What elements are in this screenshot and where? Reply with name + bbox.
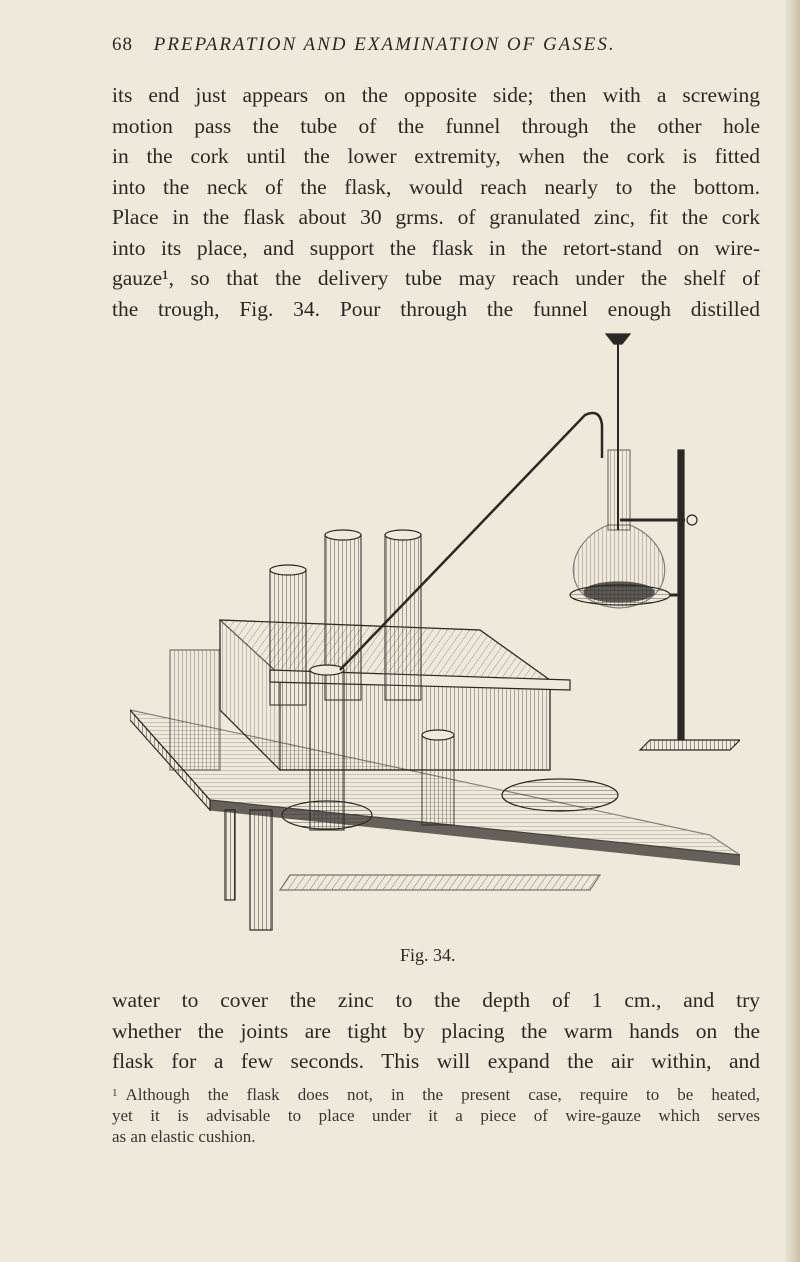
text-line: motion pass the tube of the funnel through the other hole (112, 113, 760, 138)
page-edge (786, 0, 800, 1262)
text-line: whether the joints are tight by placing the warm hands on the (112, 1018, 760, 1043)
text-line: into the neck of the flask, would reach nearly to the bottom. (112, 174, 760, 199)
text-line: water to cover the zinc to the depth of 1 cm., and try (112, 988, 760, 1012)
text-line: flask for a few seconds. This will expand the air within, and (112, 1049, 760, 1073)
paragraph-top (112, 80, 760, 324)
footnote-line: yet it is advisable to place under it a piece of wire-gauze which serves (112, 1106, 760, 1125)
paragraph-bottom (112, 985, 760, 1077)
cylinder-table (422, 730, 454, 825)
gas-jar-left (270, 565, 306, 705)
text-line: in the cork until the lower extremity, when the cork is fitted (112, 144, 760, 168)
footnote-line (112, 1083, 760, 1105)
figure-caption: Fig. 34. (400, 945, 456, 965)
text-line: its end just appears on the opposite side; then with a screwing (112, 83, 760, 107)
page-number: 68 (112, 34, 133, 55)
footnote-marker: 1 (112, 1087, 118, 1099)
footnote (112, 1083, 760, 1147)
footnote-text: Although the flask does not, in the present case, require to be heated, (125, 1085, 760, 1104)
text-line: the trough, Fig. 34. Pour through the funnel enough distilled (112, 296, 760, 321)
running-title: PREPARATION AND EXAMINATION OF GASES. (153, 34, 616, 55)
glass-plate (502, 779, 618, 811)
running-header (112, 34, 712, 56)
footnote-line: as an elastic cushion. (112, 1127, 256, 1146)
text-line: gauze¹, so that the delivery tube may reach under the shelf of (112, 266, 760, 290)
gas-jar-right (385, 530, 421, 700)
text-line: Place in the flask about 30 grms. of granulated zinc, fit the cork (112, 205, 760, 229)
text-line: into its place, and support the flask in the retort-stand on wire- (112, 235, 760, 260)
fig-34-illustration (130, 330, 740, 940)
